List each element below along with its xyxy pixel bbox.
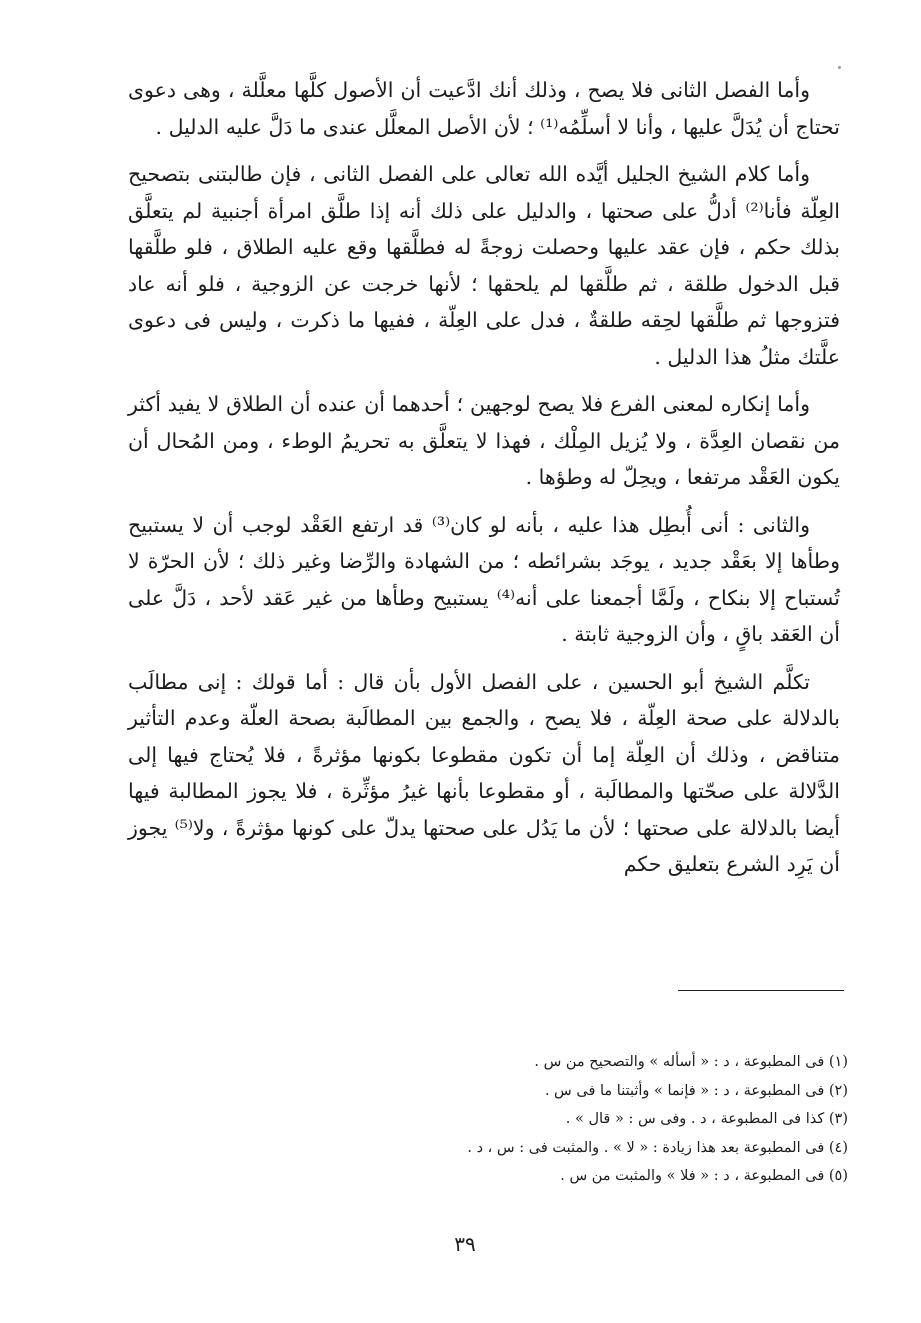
footnote-divider xyxy=(678,990,844,991)
scan-speck xyxy=(838,66,841,69)
footnote-1: (١) فى المطبوعة ، د : « أسأله » والتصحيح من س . xyxy=(534,1054,848,1070)
main-text xyxy=(128,72,840,894)
footnote-3: (٣) كذا فى المطبوعة ، د . وفى س : « قال » . xyxy=(565,1111,848,1127)
footnotes xyxy=(300,1048,848,1191)
paragraph-2: وأما كلام الشيخ الجليل أيَّده الله تعالى على الفصل الثانى ، فإن طالبتنى بتصحيح العِلّة فأنا⁽²⁾ أدلُّ على صحتها ، والدليل على ذلك أنه إذا طلَّق امرأة أجنبية لم يتعلَّق بذلك حكم ، فإن عقد عليها وحصلت زوجةً له فطلَّقها وقع عليه الطلاق ، فلو طلَّقها قبل الدخول طلقة ، ثم طلَّقها لم يلحقها ؛ لأنها خرجت عن الزوجية ، فلو أنه عاد فتزوجها ثم طلَّقها لحِقه طلقةٌ ، فدل على العِلّة ، ففيها ما ذكرت ، وليس فى دعوى علَّتك مثلُ هذا الدليل . xyxy=(128,162,840,369)
footnote-2: (٢) فى المطبوعة ، د : « فإنما » وأثبتنا ما فى س . xyxy=(544,1082,848,1099)
paragraph-4: والثانى : أنى أُبطِل هذا عليه ، بأنه لو كان⁽³⁾ قد ارتفع العَقْد لوجب أن لا يستبيح وطأها إلا بعَقْد جديد ، يوجَد بشرائطه ؛ من الشهادة والرِّضا وغير ذلك ؛ لأن الحرّة لا تُستباح إلا بنكاح ، ولَمَّا أجمعنا على أنه⁽⁴⁾ يستبيح وطأها من غير عَقد لأحد ، دَلَّ على أن العَقد باقٍ ، وأن الزوجية ثابتة . xyxy=(128,512,840,646)
paragraph-3: وأما إنكاره لمعنى الفرع فلا يصح لوجهين ؛ أحدهما أن عنده أن الطلاق لا يفيد أكثر من نقصان العِدَّة ، ولا يُزيل المِلْك ، فهذا لا يتعلَّق به تحريمُ الوطء ، ومن المُحال أن يكون العَقْد مرتفعا ، ويحِلّ له وطؤها . xyxy=(128,392,840,489)
footnote-4: (٤) فى المطبوعة بعد هذا زيادة : « لا » . والمثبت فى : س ، د . xyxy=(467,1139,848,1156)
paragraph-5: تكلَّم الشيخ أبو الحسين ، على الفصل الأول بأن قال : أما قولك : إنى مطالَب بالدلالة على صحة العِلّة ، فلا يصح ، والجمع بين المطالَبة بصحة العلّة وعدم التأثير متناقض ، وذلك أن العِلّة إما أن تكون مقطوعا بكونها مؤثرةً ، فلا يُحتاج فيها إلى الدَّلالة على صحّتها والمطالَبة ، أو مقطوعا بأنها غيرُ مؤثِّرة ، فلا يجوز المطالبة فيها أيضا بالدلالة على صحتها ؛ لأن ما يَدُل على صحتها يدلّ على كونها مؤثرةً ، ولا⁽⁵⁾ يجوز أن يَرِد الشرع بتعليق حكم xyxy=(128,669,841,876)
footnote-5: (٥) فى المطبوعة ، د : « فلا » والمثبت من س . xyxy=(560,1168,848,1184)
paragraph-1: وأما الفصل الثانى فلا يصح ، وذلك أنك ادَّعيت أن الأصول كلَّها معلَّلة ، وهى دعوى تحتاج أن يُدَلَّ عليها ، وأنا لا أسلِّمُه⁽¹⁾ ؛ لأن الأصل المعلَّل عندى ما دَلَّ عليه الدليل . xyxy=(128,78,840,139)
page-number: ٣٩ xyxy=(454,1232,476,1256)
